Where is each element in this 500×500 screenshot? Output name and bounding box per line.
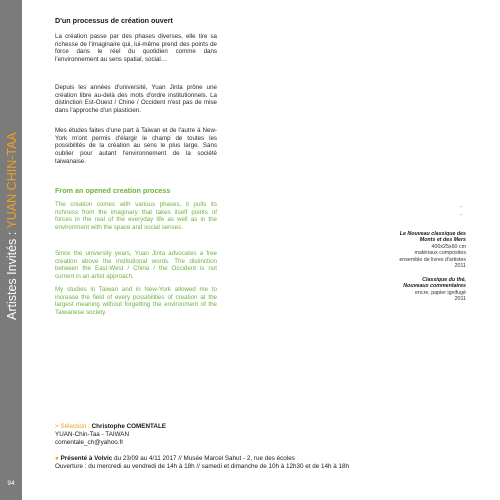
artist-name: YUAN CHIN-TAA (5, 132, 19, 229)
caption-title-line: Nouveaux commentaires (403, 283, 466, 290)
selection-line (55, 423, 465, 431)
arrow-right-icon: → (457, 203, 464, 210)
caption-description: ensemble de livres d'artistes (399, 256, 466, 263)
arrow-right-icon: → (457, 211, 464, 218)
opening-hours: Ouverture : du mercredi au vendredi de 14h à 18h // samedi et dimanche de 10h à 12h30 et de 14h à 18h (55, 463, 350, 470)
caption-materials: matériaux composites (414, 250, 466, 257)
email-link[interactable]: comentale_ch@yahoo.fr (55, 439, 124, 446)
caption-year: 2011 (454, 296, 466, 303)
artist-line: YUAN-Chin-Taa - TAIWAN (55, 431, 130, 438)
english-paragraph-2: Since the university years, Yuan Jinta advocates a free creation above the institutional words. The distinction between the East-West / China / the Occident is not current in an artist approach. (55, 250, 217, 281)
presented-label: Présenté à Volvic (60, 455, 113, 462)
french-heading: D'un processus de création ouvert (55, 16, 173, 25)
french-paragraph-3: Mes études faites d'une part à Taiwan et de l'autre à New-York m'ont permis d'élargir le champ de toutes les possibilités de la création au sens le plus large. Sans oublier pour autant l'environnement de la société taiwanaise. (55, 127, 217, 165)
english-heading: From an opened creation process (55, 186, 171, 195)
caption-dimensions: 400x25x60 cm (431, 243, 466, 250)
english-paragraph-1: The creation comes with various phases, it pulls its richness from the imaginary that takes itself points of forces in the real of the everyday life as well as in the environment with the space and social senses. (55, 201, 217, 232)
bullet-icon: ● (55, 455, 61, 462)
selection-prefix: > Sélection : (55, 423, 92, 430)
section-label: Artistes Invités : (5, 228, 19, 320)
french-paragraph-1: La création passe par des phases diverses, elle tire sa richesse de l'imaginaire qui, lui-même prend des points de force dans le réel du quotidien comme dans l'environnement au sens spatial, social… (55, 33, 217, 64)
english-paragraph-3: My studies in Taiwan and in New-York allowed me to increase the field of every possibilities of creation at the largest meaning without forgetting the environment of the Taiwanese society. (55, 286, 217, 317)
presented-line (55, 455, 465, 463)
caption-materials: encre, papier ignifugé (415, 289, 466, 296)
curator-name: Christophe COMENTALE (91, 423, 166, 430)
presented-details: du 23/09 au 4/11 2017 // Musée Marcel Sahut - 2, rue des écoles (112, 455, 295, 462)
caption-year: 2011 (454, 263, 466, 270)
caption-title-line: Classique du thé, (422, 277, 466, 283)
arrow-markers (457, 203, 464, 219)
page-number: 94 (7, 480, 15, 487)
caption-title-line: Le Nouveau classique des (399, 231, 466, 237)
artwork-caption-2 (380, 277, 466, 303)
caption-title-line: Monts et des Mers (419, 237, 466, 244)
french-paragraph-2: Depuis les années d'université, Yuan Jinta prône une création libre au-delà des mots d'ordre institutionnels. La distinction Est-Ouest / Chine / Occident n'est pas de mise dans l'approche d'un plasticien. (55, 84, 217, 115)
footer-info (55, 423, 465, 471)
artwork-caption-1 (380, 231, 466, 269)
